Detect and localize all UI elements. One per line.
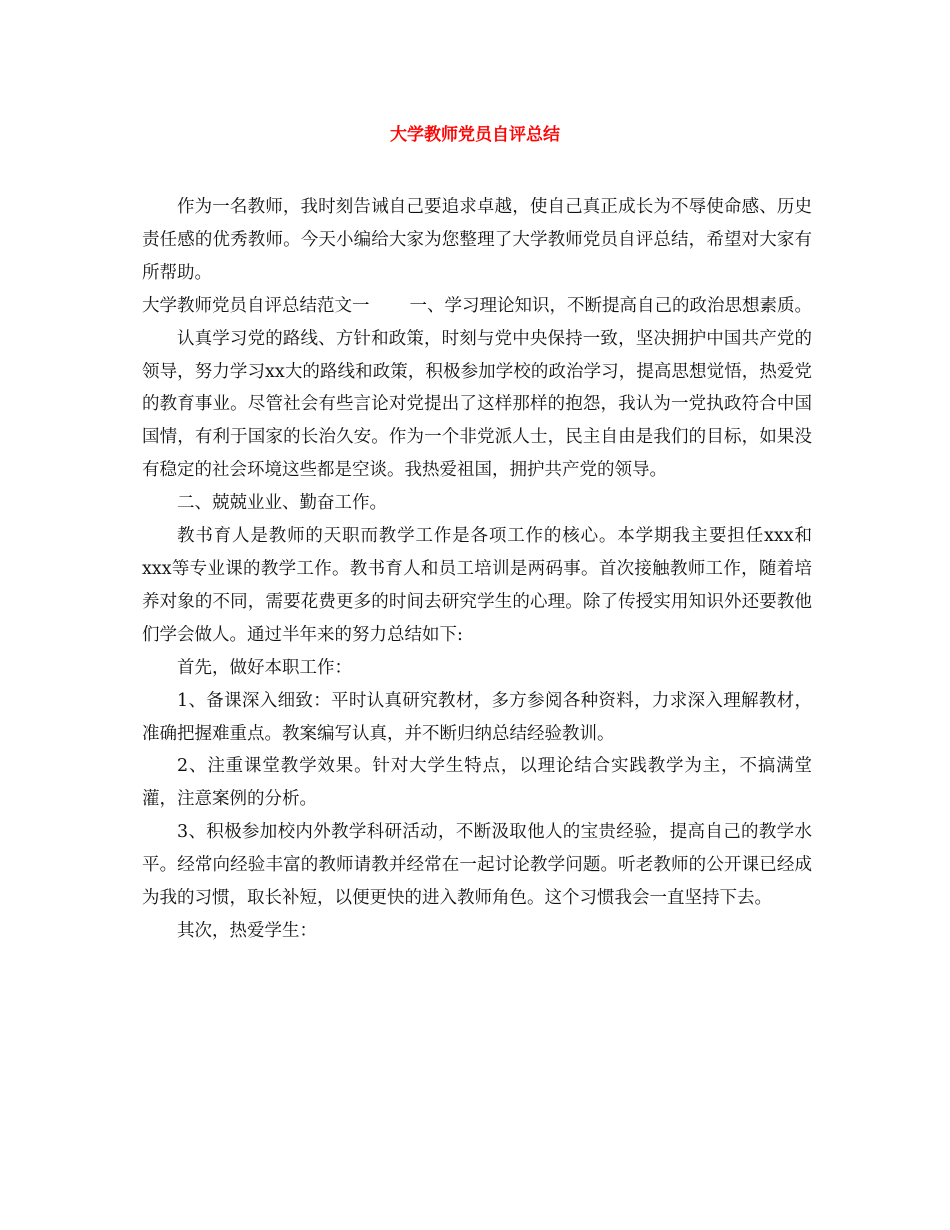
- second-point-heading: 其次，热爱学生：: [177, 920, 317, 941]
- intro-paragraph: 作为一名教师，我时刻告诫自己要追求卓越，使自己真正成长为不辱使命感、历史责任感的优秀教师。今天小编给大家为您整理了大学教师党员自评总结，希望对大家有所帮助。: [142, 197, 812, 283]
- teaching-work-paragraph: 教书育人是教师的天职而教学工作是各项工作的核心。本学期我主要担任xxx和xxx等专业课的教学工作。教书育人和员工培训是两码事。首次接触教师工作，随着培养对象的不同，需要花费更多的时间去研究学生的心理。除了传授实用知识外还要教他们学会做人。通过半年来的努力总结如下:: [142, 526, 812, 645]
- list-item-classroom-effect: 2、注重课堂教学效果。针对大学生特点，以理论结合实践教学为主，不搞满堂灌，注意案例的分析。: [142, 756, 812, 810]
- list-item-research-activities: 3、积极参加校内外教学科研活动，不断汲取他人的宝贵经验，提高自己的教学水平。经常向经验丰富的教师请教并经常在一起讨论教学问题。听老教师的公开课已经成为我的习惯，取长补短，以便更快的进入教师角色。这个习惯我会一直坚持下去。: [142, 822, 812, 909]
- document-title: 大学教师党员自评总结: [390, 125, 560, 145]
- section-heading-paragraph: [142, 290, 812, 323]
- sample-heading: 大学教师党员自评总结范文一: [142, 295, 370, 316]
- document-body: [142, 191, 812, 948]
- section-two-heading: 二、兢兢业业、勤奋工作。: [177, 493, 387, 514]
- political-study-paragraph: 认真学习党的路线、方针和政策，时刻与党中央保持一致，坚决拥护中国共产党的领导，努力学习xx大的路线和政策，积极参加学校的政治学习，提高思想觉悟，热爱党的教育事业。尽管社会有些言论对党提出了这样那样的抱怨，我认为一党执政符合中国国情，有利于国家的长治久安。作为一个非党派人士，民主自由是我们的目标，如果没有稳定的社会环境这些都是空谈。我热爱祖国，拥护共产党的领导。: [142, 328, 812, 481]
- list-item-lesson-prep: 1、备课深入细致：平时认真研究教材，多方参阅各种资料，力求深入理解教材，准确把握难重点。教案编写认真，并不断归纳总结经验教训。: [142, 690, 812, 744]
- section-one-heading: 一、学习理论知识，不断提高自己的政治思想素质。: [409, 295, 812, 316]
- first-point-heading: 首先，做好本职工作：: [177, 657, 352, 678]
